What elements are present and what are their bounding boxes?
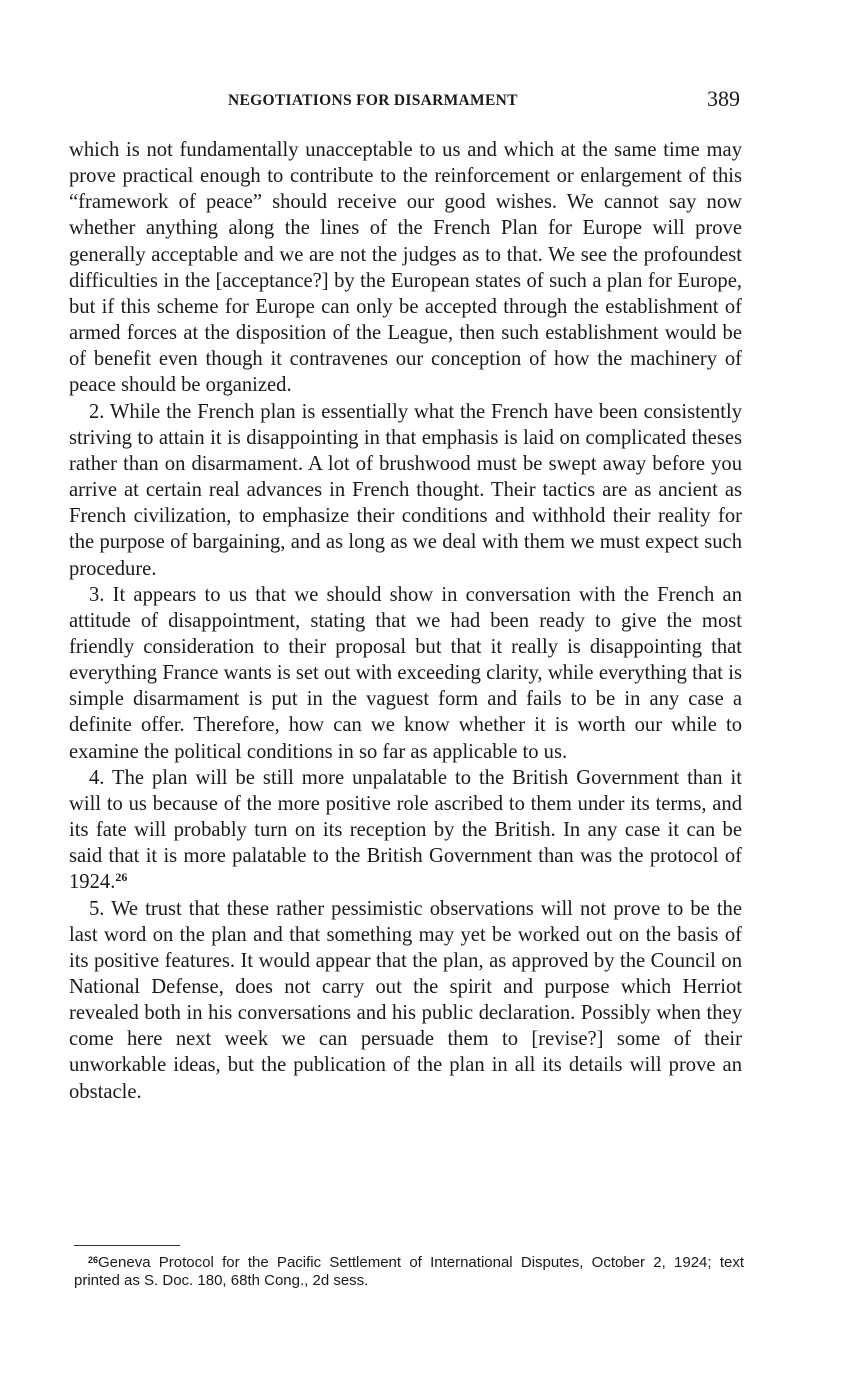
paragraph-4 bbox=[69, 765, 742, 896]
paragraph-5: 5. We trust that these rather pessimistic observations will not prove to be the last word on the plan and that something may yet be worked out on the basis of its positive features. It would appear that the plan, as approved by the Council on National Defense, does not carry out the spirit and purpose which Herriot revealed both in his conversations and his public declaration. Possibly when they come here next week we can persuade them to [revise?] some of their unworkable ideas, but the publication of the plan in all its details will prove an obstacle. bbox=[69, 897, 742, 1103]
page-header bbox=[70, 86, 742, 116]
page-number: 389 bbox=[707, 86, 740, 111]
paragraph-2: 2. While the French plan is essentially what the French have been consistently striving to attain it is disappointing in that emphasis is laid on complicated theses rather than on disarmament. A lot of brushwood must be swept away before you arrive at certain real advances in French thought. Their tactics are as ancient as French civilization, to emphasize their conditions and withhold their reality for the purpose of bargaining, and as long as we deal with them we must expect such procedure. bbox=[69, 400, 742, 580]
footnote bbox=[74, 1254, 744, 1289]
paragraph-3: 3. It appears to us that we should show in conversation with the French an attitude of disappointment, stating that we had been ready to give the most friendly consideration to their proposal but that it really is disappointing that everything France wants is set out with exceeding clarity, while everything that is simple disarmament is put in the vaguest form and fails to be in any case a definite offer. Therefore, how can we know whether it is worth our while to examine the political conditions in so far as applicable to us. bbox=[69, 583, 742, 763]
paragraph-4-text: 4. The plan will be still more unpalatable to the British Government than it will to us because of the more positive role ascribed to them under its terms, and its fate will probably turn on its reception by the British. In any case it can be said that it is more palatable to the British Government than was the protocol of 1924. bbox=[69, 766, 742, 894]
footnote-text: Geneva Protocol for the Pacific Settlement of International Disputes, October 2, 1924; text printed as S. Doc. 180, 68th Cong., 2d sess. bbox=[74, 1254, 744, 1289]
footnote-number: 26 bbox=[88, 1255, 99, 1265]
body-text bbox=[69, 137, 742, 1105]
footnote-divider bbox=[74, 1245, 180, 1246]
footnote-reference: 26 bbox=[115, 870, 128, 885]
paragraph-continuation: which is not fundamentally unacceptable to us and which at the same time may prove practical enough to contribute to the reinforcement or enlargement of this “framework of peace” should receive our good wishes. We cannot say now whether anything along the lines of the French Plan for Europe will prove generally acceptable and we are not the judges as to that. We see the profoundest difficulties in the [acceptance?] by the European states of such a plan for Europe, but if this scheme for Europe can only be accepted through the establishment of armed forces at the disposition of the League, then such establishment would be of benefit even though it contravenes our conception of how the machinery of peace should be organized. bbox=[69, 139, 742, 397]
running-title: NEGOTIATIONS FOR DISARMAMENT bbox=[228, 92, 518, 109]
